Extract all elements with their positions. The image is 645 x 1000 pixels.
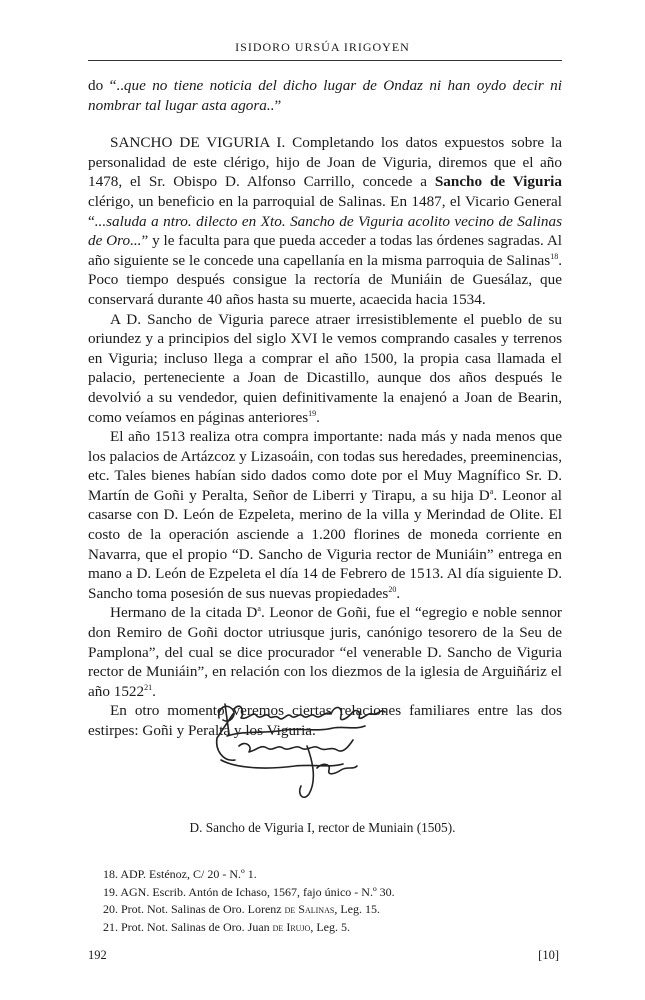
header-rule (88, 60, 562, 61)
paragraph-sancho-de-viguria: SANCHO DE VIGURIA I. Completando los datos expuestos sobre la personalidad de este clérigo, hijo de Joan de Viguria, diremos que el año 1478, el Sr. Obispo D. Alfonso Carrillo, concede a Sancho de Viguria clérigo, un beneficio en la parroquial de Salinas. En 1487, el Vicario General “...saluda a ntro. dilecto en Xto. Sancho de Viguria acolito vecino de Salinas de Oro...” y le faculta para que pueda acceder a todas las órdenes sagradas. Al año siguiente se le concede una capellanía en la misma parroquia de Salinas$^{18}$. Poco tiempo después consigue la rectoría de Muniáin de Guesálaz, que conservará durante 40 años hasta su muerte, acaecida hacia 1534. (88, 134, 563, 308)
paragraph-remiro-de-goni: Hermano de la citada $D^a$. Leonor de Goñi, fue el “egregio e noble sennor don Remiro de Goñi doctor utriusque juris, canónigo tesorero de la Seu de Pamplona”, del cual se dice procurador “el venerable D. Sancho de Viguria rector de Muniáin”, en relación con los diezmos de la iglesia de Arguiñáriz el año 1522$^{21}$. (88, 604, 562, 700)
body-text (88, 76, 562, 741)
ordinal-superscript: a (257, 604, 261, 614)
footnote-ref: 18 (550, 251, 559, 261)
footnote-19: 19. AGN. Escrib. Antón de Ichaso, 1567, fajo único - N.º 30. (103, 884, 395, 899)
quote-italic: ...saluda a ntro. dilecto en Xto. Sancho de Viguria acolito vecino de Salinas de Oro... (88, 212, 562, 250)
paragraph-viguria-purchases: A D. Sancho de Viguria parece atraer irresistiblemente el pueblo de su oriundez y a principios del siglo XVI le vemos comprando casales y terrenos en Viguria; incluso llega a comprar el año 1500, la propia casa llamada el palacio, perteneciente a Joan de Dicastillo, aunque dos años después le devolvió a su vendedor, quien definitivamente la enajenó a Joan de Bearin, como veíamos en páginas anteriores$^{19}$. (88, 310, 562, 426)
page-number: 192 (88, 948, 107, 962)
footnotes (103, 866, 543, 936)
footnote-ref: 21 (144, 682, 153, 692)
handwritten-signature-image (205, 690, 405, 800)
paragraph-quote-continuation: do “..que no tiene noticia del dicho lugar de Ondaz ni han oydo decir ni nombrar tal lugar asta agora..” (88, 77, 562, 114)
paragraph-family-relations: En otro momento veremos ciertas relaciones familiares entre las dos estirpes: Goñi y Peralta y los Viguria. (88, 702, 562, 739)
footnote-ref: 19 (308, 408, 317, 418)
name-bold: Sancho de Viguria (434, 173, 562, 191)
ordinal-superscript: a (489, 486, 494, 496)
running-title: ISIDORO URSÚA IRIGOYEN (235, 40, 410, 54)
footnote-20: 20. Prot. Not. Salinas de Oro. Lorenz de Salinas, Leg. 15. (103, 902, 380, 916)
section-number: [10] (538, 948, 559, 962)
quote-italic: que no tiene noticia del dicho lugar de Ondaz ni han oydo decir ni nombrar tal lugar asta agora.. (88, 77, 562, 114)
figure-caption: D. Sancho de Viguria I, rector de Muniain (1505). (189, 820, 456, 835)
footnote-18: 18. ADP. Esténoz, C/ 20 - N.º 1. (103, 867, 257, 881)
paragraph-1513-purchase: El año 1513 realiza otra compra importante: nada más y nada menos que los palacios de Artázcoz y Lizasoáin, con todas sus heredades, preeminencias, etc. Tales bienes habían sido dados como dote por el Muy Magnífico Sr. D. Martín de Goñi y Peralta, Señor de Liberri y Tirapu, a su hija $D^a$. Leonor al casarse con D. León de Ezpeleta, merino de la villa y Merindad de Olite. El costo de la operación asciende a 1.200 florines de moneda corriente en Navarra, que el propio “D. Sancho de Viguria rector de Muniáin” entrega en mano a D. León de Ezpeleta el día 14 de Febrero de 1513. Al día siguiente D. Sancho toma posesión de sus nuevas propiedades$^{20}$. (88, 428, 562, 602)
footnote-21: 21. Prot. Not. Salinas de Oro. Juan de Irujo, Leg. 5. (103, 919, 350, 934)
footnote-ref: 20 (388, 584, 397, 594)
